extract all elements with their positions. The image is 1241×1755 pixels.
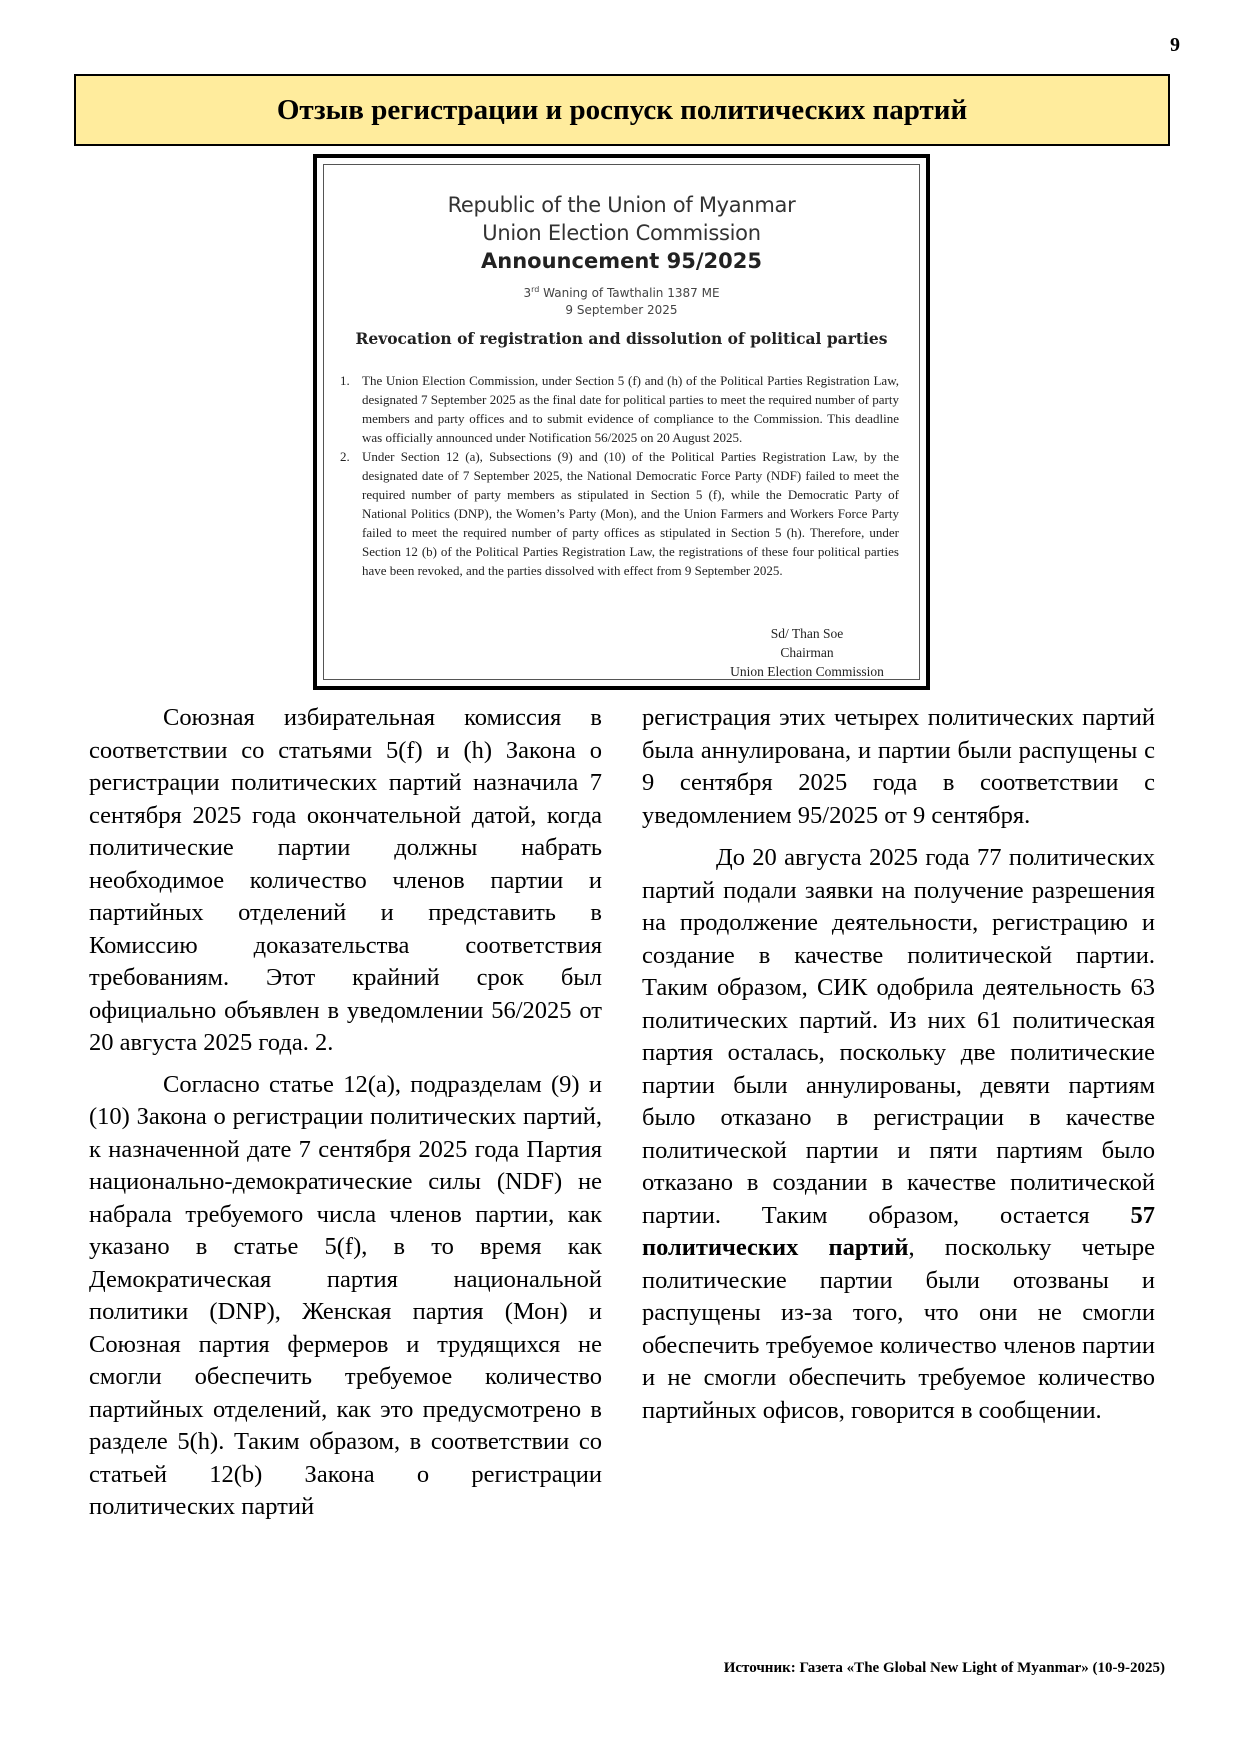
announcement-item [340, 447, 899, 580]
announcement-image [313, 154, 930, 690]
date-ordinal: 3 [523, 286, 532, 300]
announcement-commission: Union Election Commission [482, 221, 761, 245]
page-title: Отзыв регистрации и роспуск политических партий [74, 74, 1170, 146]
highlight-count: 57 политических партий [642, 1201, 1155, 1261]
paragraph [642, 842, 1155, 1427]
announcement-country: Republic of the Union of Myanmar [447, 193, 796, 217]
date-ordinal-suffix: rd [531, 285, 540, 294]
item-text: The Union Election Commission, under Section 5 (f) and (h) of the Political Parties Registration Law, designated 7 September 2025 as the final date for political parties to meet the required number of party members and party offices and to submit evidence of compliance to the Commission. This deadline was officially announced under Notification 56/2025 on 20 August 2025. [362, 373, 899, 445]
paragraph-text: До 20 августа 2025 года 77 политических партий подали заявки на получение разрешения на продолжение деятельности, регистрацию и создание в качестве политической партии. Таким образом, СИК одобрила деятельность 63 политических партий. Из них 61 политическая партия осталась, поскольку две политические партии были аннулированы, девяти партиям было отказано в регистрации в качестве политической партии и пяти партиям было отказано в создании в качестве политической партии. Таким образом, остается [642, 844, 1155, 1229]
announcement-item [340, 371, 899, 447]
announcement-date-burmese [324, 281, 919, 302]
announcement-date: 9 September 2025 [565, 303, 678, 317]
date-text: Waning of Tawthalin 1387 ME [539, 286, 720, 300]
paragraph: регистрация этих четырех политических партий была аннулирована, и партии были распущены с 9 сентября 2025 года в соответствии с уведомлением 95/2025 от 9 сентября. [642, 704, 1155, 829]
announcement-list [340, 371, 899, 580]
source-note: Источник: Газета «The Global New Light of Myanmar» (10-9-2025) [723, 1660, 1165, 1676]
item-number: 1. [340, 373, 350, 388]
signatory-title: Chairman [780, 645, 834, 660]
paragraph: Согласно статье 12(а), подразделам (9) и (10) Закона о регистрации политических партий, к назначенной дате 7 сентября 2025 года Партия национально-демократические силы (NDF) не набрала требуемого числа членов партии, как указано в статье 5(f), в то время как Демократическая партия национальной политики (DNP), Женская партия (Мон) и Союзная партия фермеров и трудящихся не смогли обеспечить требуемое количество партийных отделений, как это предусмотрено в разделе 5(h). Таким образом, в соответствии со статьей 12(b) Закона о регистрации политических партий [89, 1070, 602, 1520]
announcement-frame [323, 164, 920, 680]
item-number: 2. [340, 449, 350, 464]
paragraph-text: , поскольку четыре политические партии были отозваны и распущены из-за того, что они не смогли обеспечить требуемое количество членов партии и не смогли обеспечить требуемое количество партийных офисов, говорится в сообщении. [642, 1234, 1155, 1424]
signatory-name: Sd/ Than Soe [770, 626, 844, 641]
announcement-header [324, 191, 919, 319]
announcement-number: Announcement 95/2025 [481, 249, 762, 273]
announcement-subject: Revocation of registration and dissolution of political parties [355, 329, 888, 348]
right-column [642, 702, 1155, 1436]
announcement-signature [717, 624, 897, 681]
page-number: 9 [1170, 34, 1180, 56]
paragraph: Союзная избирательная комиссия в соответствии со статьями 5(f) и (h) Закона о регистрации политических партий назначила 7 сентября 2025 года окончательной датой, когда политические партии должны набрать необходимое количество членов партии и партийных отделений и представить в Комиссию доказательства соответствия требованиям. Этот крайний срок был официально объявлен в уведомлении 56/2025 от 20 августа 2025 года. 2. [89, 704, 602, 1056]
item-text: Under Section 12 (a), Subsections (9) and (10) of the Political Parties Registration Law, by the designated date of 7 September 2025, the National Democratic Force Party (NDF) failed to meet the required number of party members as stipulated in Section 5 (f), while the Democratic Party of National Politics (DNP), the Women’s Party (Mon), and the Union Farmers and Workers Force Party failed to meet the required number of party offices as stipulated in Section 5 (h). Therefore, under Section 12 (b) of the Political Parties Registration Law, the registrations of these four political parties have been revoked, and the parties dissolved with effect from 9 September 2025. [362, 449, 899, 578]
signatory-org: Union Election Commission [730, 664, 884, 679]
left-column [89, 702, 602, 1533]
